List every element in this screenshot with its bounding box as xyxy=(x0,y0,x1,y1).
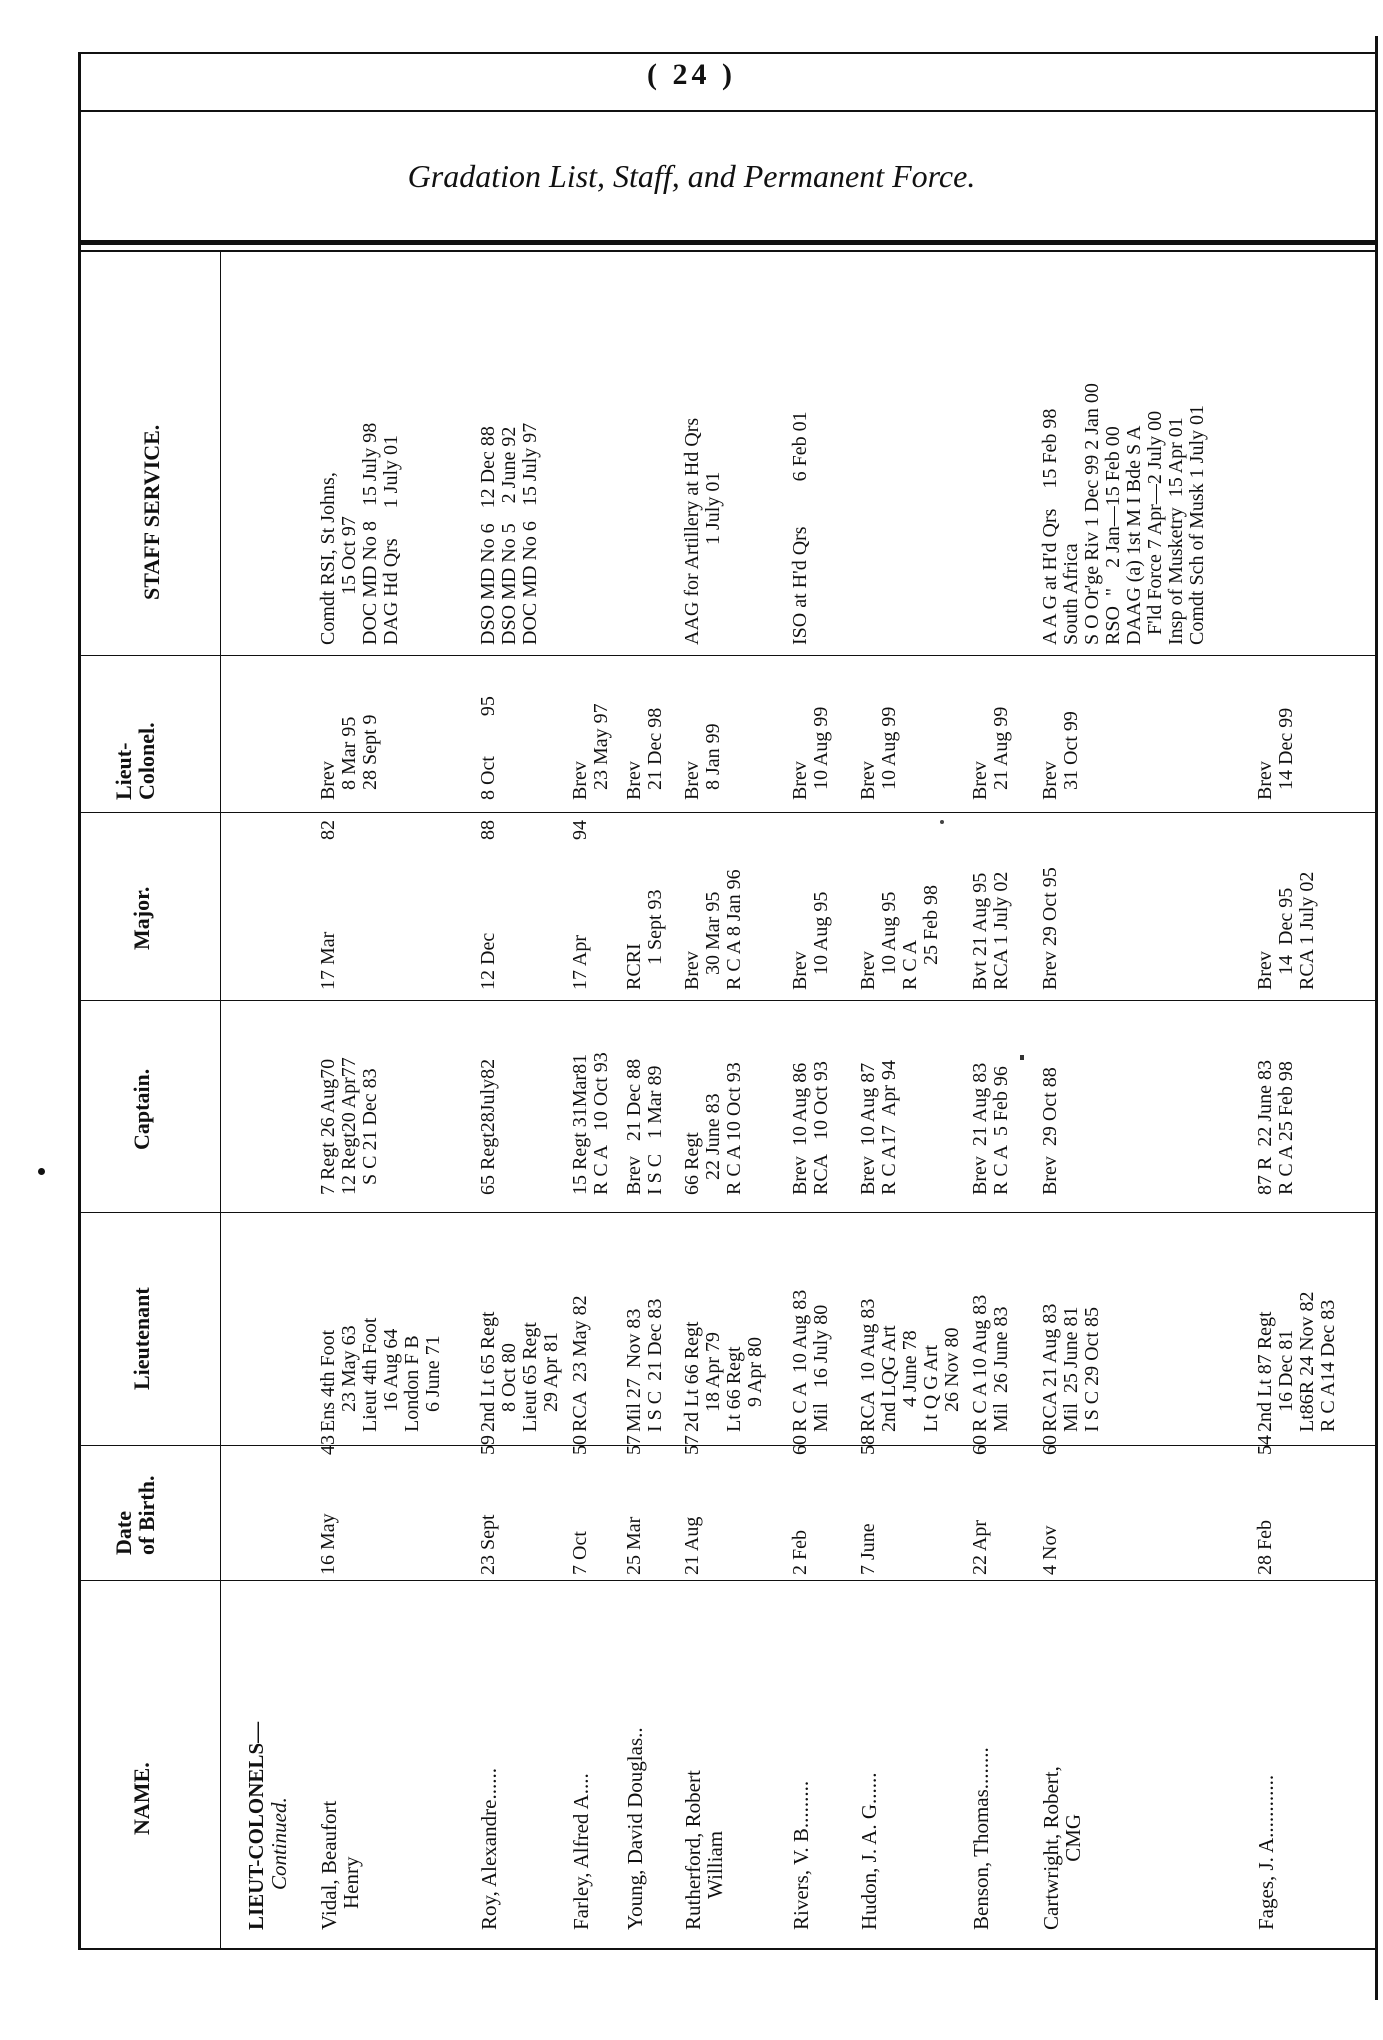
outer-right-border xyxy=(1375,36,1378,2000)
lieut-colonel-text: Brev 10 Aug 99 xyxy=(857,706,900,800)
dob-text: 22 Apr xyxy=(969,1520,991,1575)
major-text: Brev 10 Aug 95 R C A 25 Feb 98 xyxy=(857,885,942,990)
dob-text: 25 Mar xyxy=(623,1516,645,1575)
ink-speck xyxy=(1020,1055,1024,1060)
captain-text: 87 R 22 June 83 R C A 25 Feb 98 xyxy=(1254,1060,1297,1195)
age-text: 50 xyxy=(569,1435,591,1455)
captain-text: 65 Regt28July82 xyxy=(477,1058,499,1195)
lieut-colonel-text: Brev 23 May 97 xyxy=(569,703,612,800)
name-text: Benson, Thomas........ xyxy=(969,1747,993,1930)
header-date-of-birth: Date of Birth. xyxy=(111,1475,160,1555)
header-name: NAME. xyxy=(129,1762,154,1835)
name-text: Young, David Douglas.. xyxy=(623,1727,647,1930)
column-divider xyxy=(78,812,1376,813)
age-text: 59 xyxy=(477,1435,499,1455)
age-text: 60 xyxy=(1039,1435,1061,1455)
staff-text: ISO at H'd Qrs 6 Feb 01 xyxy=(789,411,811,645)
title-rule-thick xyxy=(78,240,1376,245)
lieutenant-text: Ens 4th Foot 23 May 63 Lieut 4th Foot 16 Aug 64 London F B 6 June 71 xyxy=(317,1317,444,1432)
lieut-colonel-text: Brev 21 Dec 98 xyxy=(623,707,666,800)
page-title: Gradation List, Staff, and Permanent Force. xyxy=(407,158,976,194)
captain-text: Brev 10 Aug 87 R C A17 Apr 94 xyxy=(857,1059,900,1195)
major-text: Bvt 21 Aug 95 RCA 1 July 02 xyxy=(969,871,1012,990)
header-lieutenant: Lieutenant xyxy=(129,1287,154,1390)
captain-text: 66 Regt 22 June 83 R C A 10 Oct 93 xyxy=(681,1062,745,1195)
top-rule xyxy=(78,52,1376,54)
captain-text: 7 Regt 26 Aug70 12 Regt20 Apr77 S C 21 Dec 83 xyxy=(317,1057,381,1195)
column-divider xyxy=(78,1212,1376,1213)
name-text: Fages, J. A............ xyxy=(1254,1774,1278,1930)
captain-text: Brev 21 Aug 83 R C A 5 Feb 96 xyxy=(969,1062,1012,1195)
age-text: 60 xyxy=(789,1435,811,1455)
header-lieut-colonel: Lieut- Colonel. xyxy=(111,722,160,800)
column-divider xyxy=(78,655,1376,656)
name-text: Rutherford, Robert William xyxy=(681,1770,728,1930)
captain-text: Brev 21 Dec 88 I S C 1 Mar 89 xyxy=(623,1058,666,1195)
dob-text: 4 Nov xyxy=(1039,1525,1061,1575)
lieutenant-text: R C A 10 Aug 83 Mil 26 June 83 xyxy=(969,1294,1012,1432)
dob-text: 23 Sept xyxy=(477,1514,499,1575)
lieutenant-text: RCA 23 May 82 xyxy=(569,1295,591,1432)
header-captain: Captain. xyxy=(129,1068,154,1150)
lieut-colonel-text: Brev 10 Aug 99 xyxy=(789,706,832,800)
lieutenant-text: RCA 10 Aug 83 2nd LQG Art 4 June 78 Lt Q G Art 26 Nov 80 xyxy=(857,1298,963,1432)
major-text: Brev 29 Oct 95 xyxy=(1039,867,1061,990)
dob-text: 2 Feb xyxy=(789,1530,811,1575)
column-divider xyxy=(78,1580,1376,1581)
staff-text: AAG for Artillery at Hd Qrs 1 July 01 xyxy=(681,417,724,645)
staff-text: DSO MD No 6 12 Dec 88 DSO MD No 5 2 June 92 DOC MD No 6 15 July 97 xyxy=(477,422,541,645)
dob-text: 7 June xyxy=(857,1523,879,1575)
captain-text: 15 Regt 31Mar81 R C A 10 Oct 93 xyxy=(569,1052,612,1195)
major-yr-text: 94 xyxy=(569,820,591,840)
name-text: Roy, Alexandre...... xyxy=(477,1768,501,1930)
dob-text: 21 Aug xyxy=(681,1516,703,1575)
outer-left-border xyxy=(78,52,81,1950)
age-text: 54 xyxy=(1254,1435,1276,1455)
captain-text: Brev 10 Aug 86 RCA 10 Oct 93 xyxy=(789,1061,832,1195)
major-text: 17 Mar xyxy=(317,931,339,990)
major-yr-text: 82 xyxy=(317,820,339,840)
header-rule xyxy=(78,110,1376,112)
lieut-colonel-text: Brev 31 Oct 99 xyxy=(1039,711,1082,800)
major-text: 17 Apr xyxy=(569,935,591,990)
staff-text: Comdt RSI, St Johns, 15 Oct 97 DOC MD No 8 15 July 98 DAG Hd Qrs 1 July 01 xyxy=(317,422,402,645)
age-text: 43 xyxy=(317,1435,339,1455)
dob-text: 16 May xyxy=(317,1513,339,1575)
section-subheading: Continued. xyxy=(267,1797,291,1890)
name-text: Farley, Alfred A.... xyxy=(569,1773,593,1930)
name-text: Vidal, Beaufort Henry xyxy=(317,1800,364,1930)
major-text: RCRI 1 Sept 93 xyxy=(623,889,666,990)
header-major: Major. xyxy=(129,886,154,950)
header-staff-service: STAFF SERVICE. xyxy=(139,424,164,600)
header-column-divider xyxy=(220,252,221,1948)
age-text: 60 xyxy=(969,1435,991,1455)
age-text: 57 xyxy=(623,1435,645,1455)
lieutenant-text: 2nd Lt 65 Regt 8 Oct 80 Lieut 65 Regt 29 Apr 81 xyxy=(477,1311,562,1432)
lieutenant-text: 2d Lt 66 Regt 18 Apr 79 Lt 66 Regt 9 Apr 80 xyxy=(681,1321,766,1432)
lieut-colonel-text: Brev 14 Dec 99 xyxy=(1254,707,1297,800)
lieutenant-text: R C A 10 Aug 83 Mil 16 July 80 xyxy=(789,1289,832,1432)
lieut-colonel-text: 8 Oct 95 xyxy=(477,696,499,800)
ink-speck xyxy=(940,820,944,824)
lieut-colonel-text: Brev 8 Mar 95 28 Sept 9 xyxy=(317,714,381,800)
dob-text: 7 Oct xyxy=(569,1531,591,1575)
captain-text: Brev 29 Oct 88 xyxy=(1039,1067,1061,1195)
age-text: 57 xyxy=(681,1435,703,1455)
page-number: ( 24 ) xyxy=(647,58,736,91)
major-text: Brev 14 Dec 95 RCA 1 July 02 xyxy=(1254,871,1318,990)
ink-dot xyxy=(38,1168,45,1175)
lieutenant-text: Mil 27 Nov 83 I S C 21 Dec 83 xyxy=(623,1298,666,1432)
staff-text: A A G at H'd Qrs 15 Feb 98 South Africa S O Or'ge Riv 1 Dec 99 2 Jan 00 RSO " 2 Jan—15 Feb 00 DAAG (a) 1st M I Bde S A F'ld Force 7 Apr—2 July 00 Insp of Musketry 15 Apr 01 Comdt Sch of Musk 1 July 01 xyxy=(1039,383,1208,645)
name-text: Hudon, J. A. G...... xyxy=(857,1772,881,1930)
bottom-rule xyxy=(78,1948,1376,1950)
lieut-colonel-text: Brev 8 Jan 99 xyxy=(681,723,724,800)
lieutenant-text: 2nd Lt 87 Regt 16 Dec 81 Lt86R 24 Nov 82 R C A14 Dec 83 xyxy=(1254,1291,1339,1432)
major-yr-text: 88 xyxy=(477,820,499,840)
dob-text: 28 Feb xyxy=(1254,1520,1276,1575)
lieutenant-text: RCA 21 Aug 83 Mil 25 June 81 I S C 29 Oct 85 xyxy=(1039,1303,1103,1432)
column-divider xyxy=(78,1445,1376,1446)
section-heading: LIEUT-COLONELS— xyxy=(244,1721,268,1930)
title-rule-thin xyxy=(78,250,1376,252)
major-text: 12 Dec xyxy=(477,932,499,990)
name-text: Rivers, V. B......... xyxy=(789,1780,813,1930)
age-text: 58 xyxy=(857,1435,879,1455)
major-text: Brev 10 Aug 95 xyxy=(789,891,832,990)
lieut-colonel-text: Brev 21 Aug 99 xyxy=(969,706,1012,800)
column-divider xyxy=(78,1000,1376,1001)
name-text: Cartwright, Robert, CMG xyxy=(1039,1766,1086,1930)
major-text: Brev 30 Mar 95 R C A 8 Jan 96 xyxy=(681,869,745,990)
